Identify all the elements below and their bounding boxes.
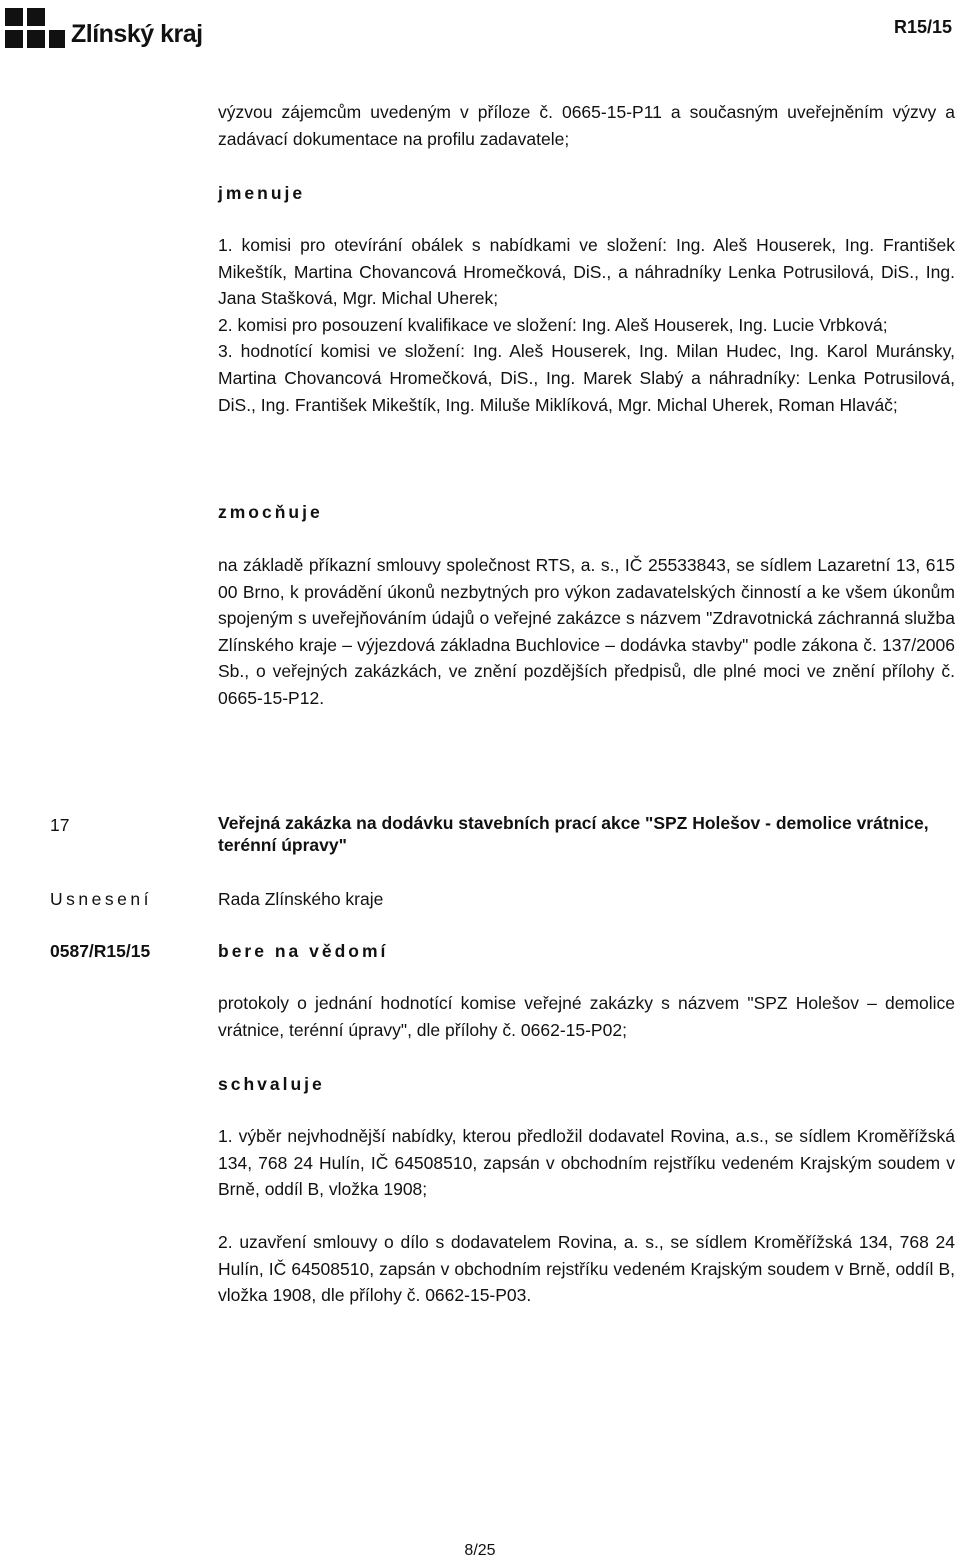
- committee-list: [218, 232, 955, 418]
- approval-item-1: 1. výběr nejvhodnější nabídky, kterou předložil dodavatel Rovina, a.s., se sídlem Kroměřížská 134, 768 24 Hulín, IČ 64508510, zapsán v obchodním rejstříku vedeném Krajským soudem v Brně, oddíl B, vložka 1908;: [218, 1126, 955, 1200]
- item-number: 17: [50, 815, 70, 835]
- protocol-section: [218, 990, 955, 1043]
- committee-item-1: 1. komisi pro otevírání obálek s nabídkami ve složení: Ing. Aleš Houserek, Ing. František Mikeštík, Martina Chovancová Hromečková, DiS., a náhradníky Lenka Potrusilová, DiS., Ing. Jana Stašková, Mgr. Michal Uherek;: [218, 235, 955, 309]
- verb-bere-section: [218, 938, 955, 965]
- brand-name: Zlínský kraj: [71, 20, 203, 48]
- verb-schvaluje: schvaluje: [218, 1074, 325, 1094]
- page-header: [0, 0, 960, 60]
- approval-2-section: [218, 1229, 955, 1309]
- verb-zmocnuje-section: [218, 499, 955, 526]
- verb-jmenuje-section: [218, 180, 955, 207]
- resolution-id: 0587/R15/15: [50, 941, 151, 961]
- authorization-paragraph: na základě příkazní smlouvy společnost RTS, a. s., IČ 25533843, se sídlem Lazaretní 13, 615 00 Brno, k provádění úkonů nezbytných pro výkon zadavatelských činností a ke všem úkonům spojeným s uveřejňováním údajů o veřejné zakázce s názvem "Zdravotnická záchranná služba Zlínského kraje – výjezdová základna Buchlovice – dodávka stavby" podle zákona č. 137/2006 Sb., o veřejných zakázkách, ve znění pozdějších předpisů, dle plné moci ve znění přílohy č. 0665-15-P12.: [218, 555, 955, 708]
- page-reference: R15/15: [893, 17, 952, 37]
- verb-bere-na-vedomi: bere na vědomí: [218, 941, 389, 961]
- verb-jmenuje: jmenuje: [218, 183, 306, 203]
- intro-paragraph: výzvou zájemcům uvedeným v příloze č. 0665-15-P11 a současným uveřejněním výzvy a zadávací dokumentace na profilu zadavatele;: [218, 102, 955, 149]
- zlinsky-kraj-logo: [5, 8, 203, 54]
- resolution-label: Usnesení: [50, 889, 152, 909]
- verb-zmocnuje: zmocňuje: [218, 502, 323, 522]
- verb-schvaluje-section: [218, 1071, 955, 1098]
- approval-item-2: 2. uzavření smlouvy o dílo s dodavatelem Rovina, a. s., se sídlem Kroměřížská 134, 768 24 Hulín, IČ 64508510, zapsán v obchodním rejstříku vedeném Krajským soudem v Brně, oddíl B, vložka 1908, dle přílohy č. 0662-15-P03.: [218, 1232, 955, 1306]
- committee-item-3: 3. hodnotící komisi ve složení: Ing. Aleš Houserek, Ing. Milan Hudec, Ing. Karol Muránsky, Martina Chovancová Hromečková, DiS., Ing. Marek Slabý a náhradníky: Lenka Potrusilová, DiS., Ing. František Mikeštík, Ing. Miluše Miklíková, Mgr. Michal Uherek, Roman Hlaváč;: [218, 341, 955, 415]
- block1-intro-section: [218, 99, 955, 152]
- resolution-body: Rada Zlínského kraje: [218, 889, 384, 909]
- logo-squares-icon: [5, 8, 65, 52]
- resolution-body-section: [218, 886, 955, 913]
- authorization-section: [218, 552, 955, 712]
- page-number: 8/25: [464, 1542, 496, 1559]
- item-title-section: [218, 812, 955, 856]
- item-title: Veřejná zakázka na dodávku stavebních prací akce "SPZ Holešov - demolice vrátnice, terénní úpravy": [218, 813, 929, 855]
- protocol-paragraph: protokoly o jednání hodnotící komise veřejné zakázky s názvem "SPZ Holešov – demolice vrátnice, terénní úpravy", dle přílohy č. 0662-15-P02;: [218, 993, 955, 1040]
- approval-1-section: [218, 1123, 955, 1203]
- committee-item-2: 2. komisi pro posouzení kvalifikace ve složení: Ing. Aleš Houserek, Ing. Lucie Vrbková;: [218, 314, 888, 335]
